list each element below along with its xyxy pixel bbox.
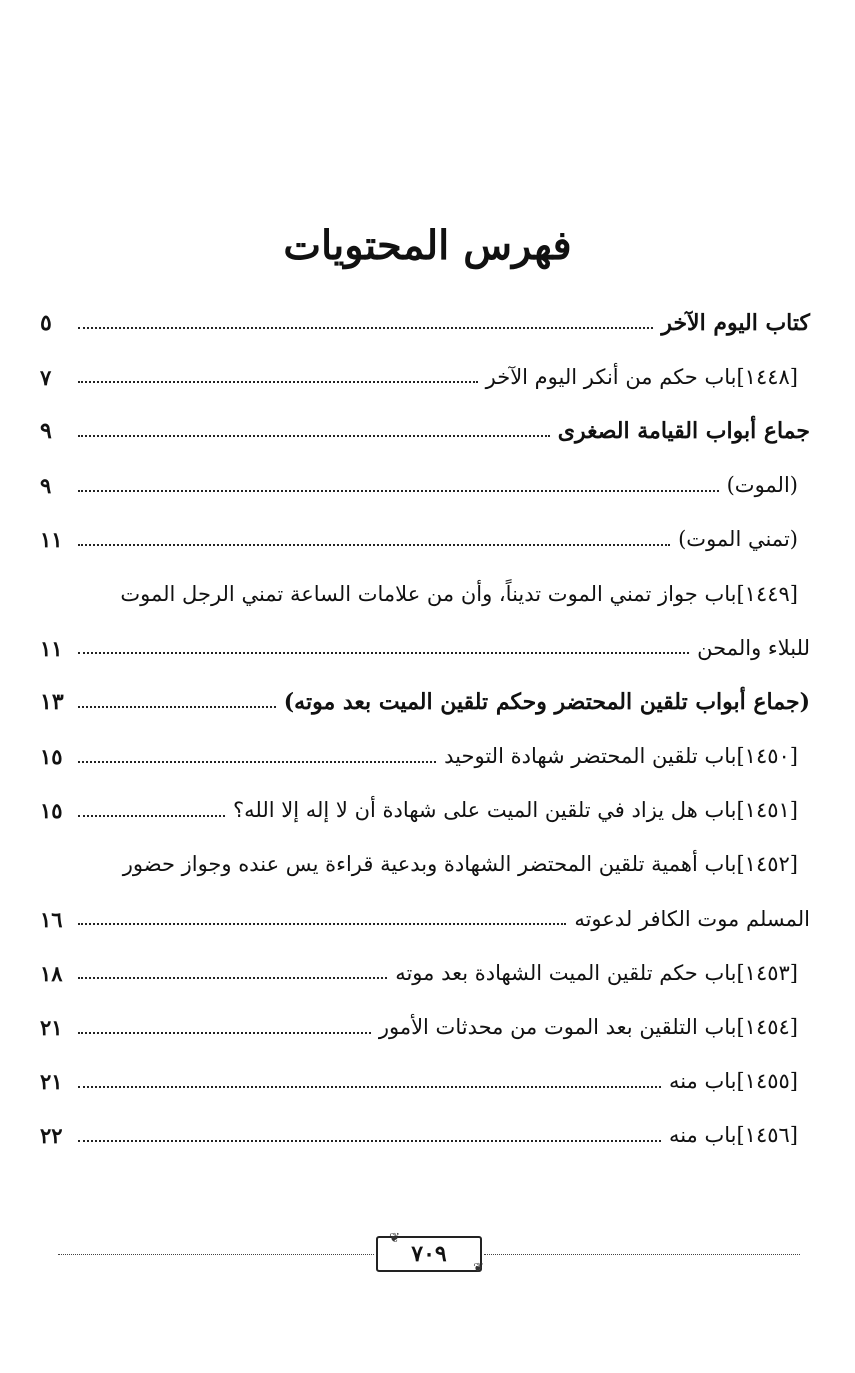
toc-entry-title: (الموت) [726,473,798,498]
toc-entry [40,838,810,892]
toc-entry-title: [١٤٤٩]باب جواز تمني الموت تديناً، وأن من علامات الساعة تمني الرجل الموت [120,581,798,606]
toc-entry [40,513,810,567]
toc-entry [40,892,810,946]
dot-leader [78,1086,661,1088]
toc-entry-title: [١٤٥٤]باب التلقين بعد الموت من محدثات الأمور [378,1015,798,1040]
toc-entry-page: ١١ [40,527,63,553]
dot-leader [78,1032,371,1034]
toc-entry-page: ١٥ [40,744,63,770]
toc-entry [40,730,810,784]
toc-entry [40,675,810,729]
toc-entry [40,350,810,404]
dot-leader [78,977,387,979]
toc-entry-title: [١٤٥٥]باب منه [668,1069,798,1094]
toc-entry [40,404,810,458]
page-footer [58,1231,800,1276]
toc-entry-page: ١٣ [40,689,64,716]
toc-entry-title: [١٤٥٦]باب منه [668,1123,798,1148]
toc-entry [40,784,810,838]
dot-leader [78,1140,661,1142]
toc-entry-page: ٩ [40,473,52,499]
page-title: فهرس المحتويات [283,222,572,269]
dot-leader [78,706,276,708]
toc-entry-page: ١٥ [40,798,63,824]
toc-entry-page: ٢٢ [40,1123,63,1149]
toc-entry-title: جماع أبواب القيامة الصغرى [557,418,810,445]
toc-entry [40,1055,810,1109]
dot-leader [78,544,670,546]
toc-entry-page: ١٨ [40,960,63,986]
toc-entry-title: [١٤٥١]باب هل يزاد في تلقين الميت على شهادة أن لا إله إلا الله؟ [233,798,798,823]
toc-entry [40,459,810,513]
footer-rule-right [484,1254,800,1255]
toc-entry-page: ٥ [40,310,52,337]
table-of-contents [40,296,810,1163]
dot-leader [78,923,566,925]
toc-entry-title: [١٤٥٠]باب تلقين المحتضر شهادة التوحيد [444,744,798,769]
toc-entry-title: (جماع أبواب تلقين المحتضر وحكم تلقين الميت بعد موته) [283,689,810,716]
page-number-box [376,1231,484,1276]
footer-rule-left [58,1254,374,1255]
toc-entry-title: كتاب اليوم الآخر [661,310,810,337]
toc-entry-page: ٢١ [40,1015,63,1041]
dot-leader [78,381,478,383]
toc-entry-page: ١٦ [40,906,63,932]
ornament-icon: ❦ [389,1231,400,1246]
dot-leader [78,815,225,817]
toc-entry-title: للبلاء والمحن [697,635,810,660]
dot-leader [78,761,436,763]
toc-entry-title: [١٤٥٣]باب حكم تلقين الميت الشهادة بعد موته [395,960,798,985]
toc-entry [40,1000,810,1054]
toc-entry [40,1109,810,1163]
dot-leader [78,652,689,654]
toc-entry-page: ٢١ [40,1069,63,1095]
toc-entry-page: ١١ [40,635,63,661]
toc-entry-title: [١٤٥٢]باب أهمية تلقين المحتضر الشهادة وبدعية قراءة يس عنده وجواز حضور [122,852,798,877]
toc-entry-title: المسلم موت الكافر لدعوته [574,906,810,931]
toc-entry-page: ٧ [40,364,52,390]
toc-entry [40,296,810,350]
toc-entry [40,567,810,621]
toc-entry-title: [١٤٤٨]باب حكم من أنكر اليوم الآخر [485,364,798,389]
toc-entry-page: ٩ [40,418,52,445]
ornament-icon: ❦ [473,1261,484,1276]
dot-leader [78,490,719,492]
toc-entry [40,946,810,1000]
toc-entry-title: (تمني الموت) [678,527,798,552]
toc-entry [40,621,810,675]
dot-leader [78,435,550,437]
dot-leader [78,327,653,329]
page-number: ٧٠٩ [411,1241,447,1267]
